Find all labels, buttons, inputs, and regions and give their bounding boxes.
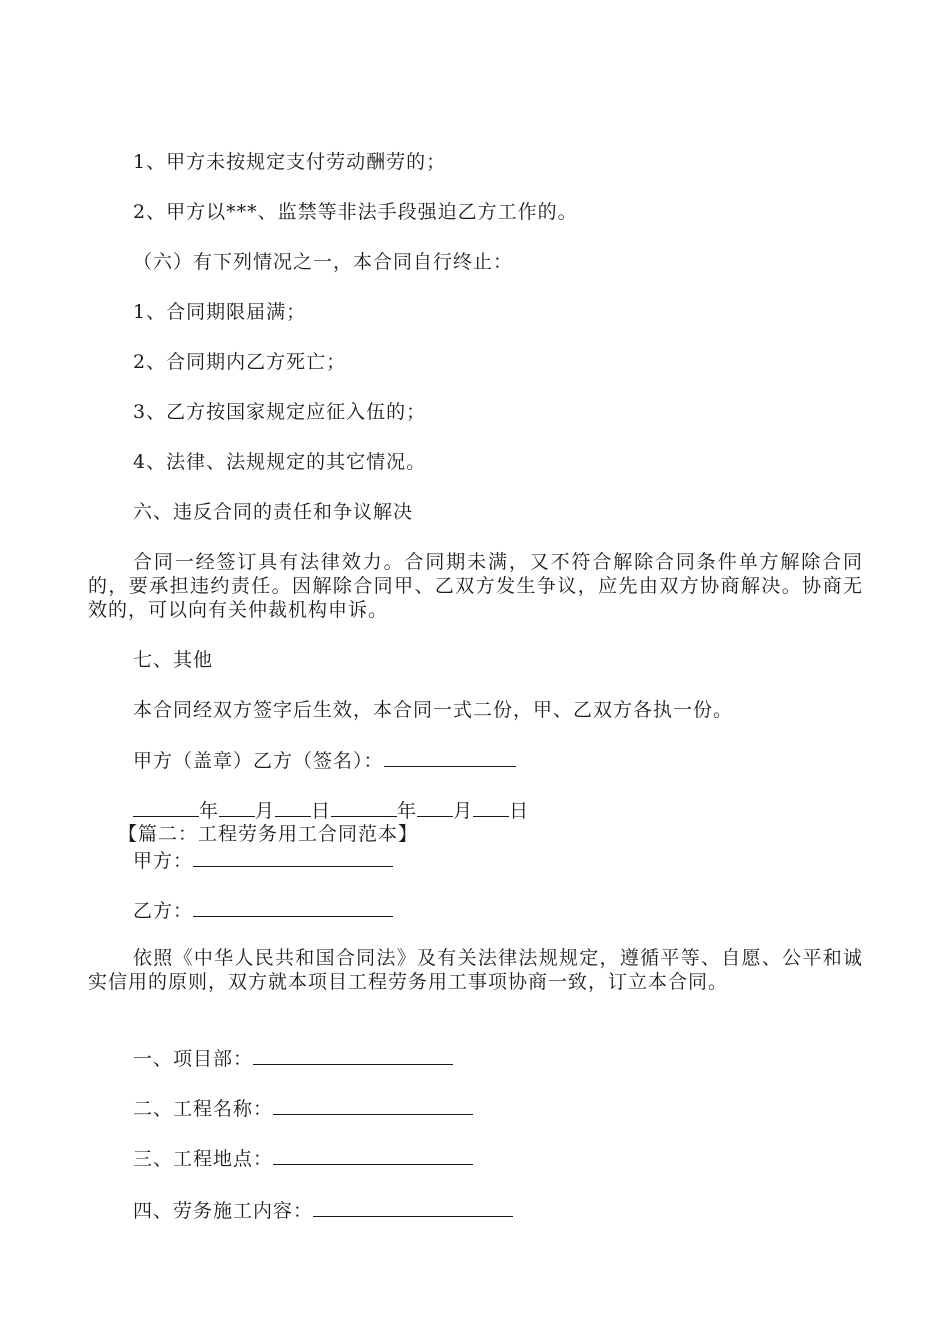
date-year-blank-a[interactable] — [133, 798, 199, 817]
date-month-label-a: 月 — [255, 800, 276, 822]
item-project-dept-line — [133, 1046, 453, 1071]
termination-item-4: 4、法律、法规规定的其它情况。 — [133, 451, 427, 473]
item-labor-content-label: 四、劳务施工内容： — [133, 1200, 314, 1222]
termination-item-2: 2、合同期内乙方死亡； — [133, 351, 347, 373]
item-project-name-blank[interactable] — [273, 1096, 473, 1115]
party-b-label: 乙方： — [133, 900, 194, 922]
date-day-blank-a[interactable] — [275, 798, 311, 817]
item-project-location-line — [133, 1146, 473, 1171]
date-day-label-b: 日 — [509, 800, 530, 822]
clause-2-forced-labor: 2、甲方以***、监禁等非法手段强迫乙方工作的。 — [133, 201, 578, 223]
party-a-label: 甲方： — [133, 850, 194, 872]
item-labor-content-line — [133, 1198, 513, 1223]
section-title-part-2: 【篇二：工程劳务用工合同范本】 — [118, 823, 419, 845]
date-day-label-a: 日 — [311, 800, 332, 822]
item-project-name-label: 二、工程名称： — [133, 1098, 274, 1120]
date-line — [133, 798, 529, 823]
signature-line — [133, 748, 516, 773]
effectiveness-clause: 本合同经双方签字后生效，本合同一式二份，甲、乙双方各执一份。 — [133, 699, 734, 721]
party-a-blank[interactable] — [193, 848, 393, 867]
date-year-label-b: 年 — [397, 800, 418, 822]
item-project-dept-blank[interactable] — [253, 1046, 453, 1065]
party-b-blank[interactable] — [193, 898, 393, 917]
contract-basis-paragraph: 依照《中华人民共和国合同法》及有关法律法规规定，遵循平等、自愿、公平和诚实信用的原则，双方就本项目工程劳务用工事项协商一致，订立本合同。 — [88, 947, 863, 993]
section-6-termination-heading: （六）有下列情况之一，本合同自行终止： — [133, 251, 514, 273]
item-project-dept-label: 一、项目部： — [133, 1048, 254, 1070]
party-b-line — [133, 898, 393, 923]
date-year-label-a: 年 — [199, 800, 220, 822]
item-labor-content-blank[interactable] — [313, 1198, 513, 1217]
item-project-location-blank[interactable] — [273, 1146, 473, 1165]
date-month-blank-b[interactable] — [417, 798, 453, 817]
termination-item-1: 1、合同期限届满； — [133, 301, 307, 323]
date-day-blank-b[interactable] — [473, 798, 509, 817]
signature-label: 甲方（盖章）乙方（签名）： — [133, 750, 384, 772]
clause-1-unpaid-wages: 1、甲方未按规定支付劳动酬劳的； — [133, 151, 447, 173]
section-liability-heading: 六、违反合同的责任和争议解决 — [133, 501, 414, 523]
date-month-label-b: 月 — [453, 800, 474, 822]
section-other-heading: 七、其他 — [133, 649, 214, 671]
liability-paragraph: 合同一经签订具有法律效力。合同期未满，又不符合解除合同条件单方解除合同的，要承担违约责任。因解除合同甲、乙双方发生争议，应先由双方协商解决。协商无效的，可以向有关仲裁机构申诉。 — [88, 551, 863, 621]
item-project-name-line — [133, 1096, 473, 1121]
item-project-location-label: 三、工程地点： — [133, 1148, 274, 1170]
termination-item-3: 3、乙方按国家规定应征入伍的； — [133, 401, 427, 423]
date-month-blank-a[interactable] — [219, 798, 255, 817]
signature-blank[interactable] — [384, 748, 516, 767]
party-a-line — [133, 848, 393, 873]
date-year-blank-b[interactable] — [331, 798, 397, 817]
